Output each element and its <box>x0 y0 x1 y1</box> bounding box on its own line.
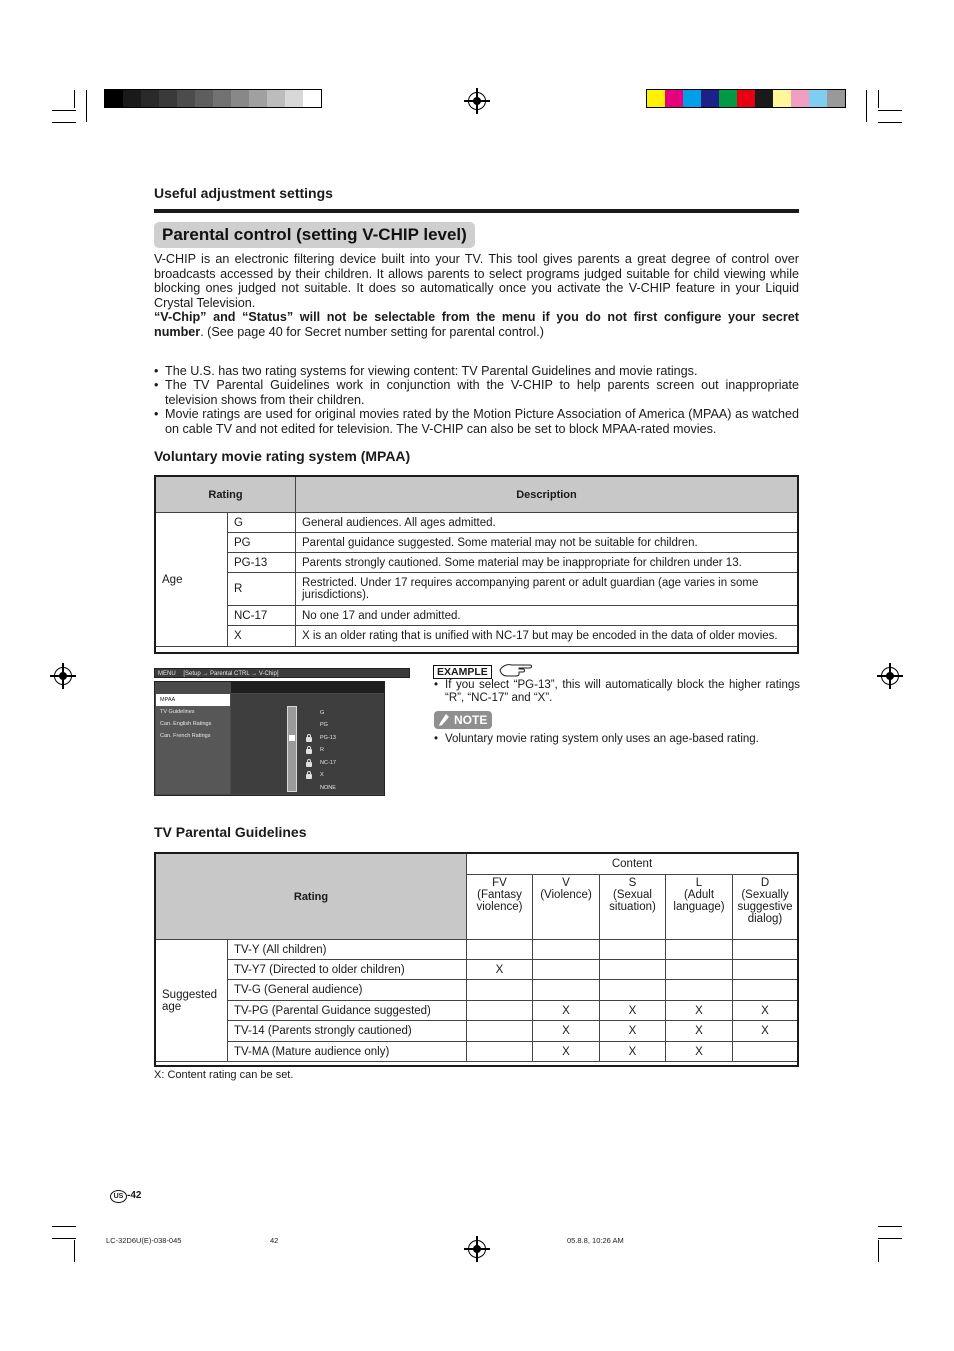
table-cell: Parents strongly cautioned. Some material may be inappropriate for children under 13. <box>296 553 798 573</box>
crop-mark <box>878 90 879 108</box>
crop-mark <box>74 1240 75 1262</box>
table-cell: PG-13 <box>228 553 296 573</box>
page-title: Parental control (setting V-CHIP level) <box>154 222 475 248</box>
intro-paragraph <box>154 252 799 339</box>
table-cell: TV-Y (All children) <box>228 940 467 960</box>
tvpg-col-d: D (Sexually suggestive dialog) <box>733 875 798 940</box>
table-cell: X is an older rating that is unified with NC-17 but may be encoded in the data of older movies. <box>296 626 798 647</box>
header-rule <box>154 209 799 213</box>
crop-mark <box>866 90 867 122</box>
registration-mark-icon <box>468 92 486 110</box>
crop-mark <box>52 122 76 123</box>
osd-item-can-french[interactable]: Can. French Ratings <box>160 733 211 739</box>
calibration-swatch <box>105 90 123 107</box>
crop-mark <box>878 122 902 123</box>
calibration-swatch <box>647 90 665 107</box>
table-cell: TV-G (General audience) <box>228 980 467 1001</box>
table-row <box>156 1021 798 1042</box>
calibration-swatch <box>123 90 141 107</box>
table-cell: X <box>600 1021 666 1042</box>
page-ref: 42 <box>270 1236 279 1245</box>
table-cell: X <box>533 1042 600 1062</box>
table-cell: Parental guidance suggested. Some material may not be suitable for children. <box>296 533 798 553</box>
table-cell: TV-PG (Parental Guidance suggested) <box>228 1001 467 1021</box>
table-row <box>156 960 798 980</box>
table-cell: TV-Y7 (Directed to older children) <box>228 960 467 980</box>
section-heading: Useful adjustment settings <box>154 185 333 201</box>
calibration-swatch <box>683 90 701 107</box>
calibration-swatch <box>791 90 809 107</box>
lock-icon <box>306 774 312 779</box>
table-cell: NC-17 <box>228 606 296 626</box>
table-cell: General audiences. All ages admitted. <box>296 513 798 533</box>
calibration-swatch <box>827 90 845 107</box>
tvpg-col-content: Content <box>467 854 798 875</box>
table-row <box>156 940 798 960</box>
table-cell <box>600 960 666 980</box>
table-cell: X <box>733 1001 798 1021</box>
registration-mark-icon <box>468 1240 486 1258</box>
calibration-swatch <box>231 90 249 107</box>
table-cell <box>666 940 733 960</box>
print-date: 05.8.8, 10:26 AM <box>567 1236 624 1245</box>
table-cell: X <box>467 960 533 980</box>
table-cell: TV-MA (Mature audience only) <box>228 1042 467 1062</box>
table-cell <box>666 980 733 1001</box>
calibration-swatch <box>177 90 195 107</box>
table-cell <box>600 980 666 1001</box>
slider-thumb[interactable] <box>289 735 295 741</box>
tvpg-footnote: X: Content rating can be set. <box>154 1069 294 1081</box>
note-tag <box>434 711 492 729</box>
list-item: • The TV Parental Guidelines work in conjunction with the V-CHIP to help parents screen out inappropriate television shows from their children. <box>154 378 799 407</box>
mpaa-col-description: Description <box>296 477 798 513</box>
list-item: • Voluntary movie rating system only uses an age-based rating. <box>434 733 800 746</box>
doc-code: LC-32D6U(E)-038-045 <box>106 1236 182 1245</box>
note-text <box>434 733 800 746</box>
osd-menu-bar <box>154 668 410 678</box>
lock-icon <box>306 749 312 754</box>
note-label: NOTE <box>454 713 488 727</box>
table-cell <box>733 940 798 960</box>
list-item: • If you select “PG-13”, this will automatically block the higher ratings “R”, “NC-17” and “X”. <box>434 679 800 705</box>
example-tag: EXAMPLE <box>433 665 492 679</box>
osd-level-panel <box>231 694 384 794</box>
table-cell <box>666 960 733 980</box>
table-cell: X <box>733 1021 798 1042</box>
osd-path: [Setup → Parental CTRL → V-Chip] <box>183 671 279 677</box>
table-cell <box>600 940 666 960</box>
color-calibration-bar <box>646 89 846 108</box>
crop-mark <box>878 1226 902 1227</box>
crop-mark <box>74 90 75 108</box>
calibration-swatch <box>773 90 791 107</box>
tvpg-col-l: L (Adult language) <box>666 875 733 940</box>
region-badge: US <box>110 1190 127 1203</box>
tvpg-col-fv: FV (Fantasy violence) <box>467 875 533 940</box>
crop-mark <box>878 1238 902 1239</box>
calibration-swatch <box>249 90 267 107</box>
crop-mark <box>52 1226 76 1227</box>
osd-level-pg[interactable]: PG <box>320 722 328 728</box>
calibration-swatch <box>701 90 719 107</box>
calibration-swatch <box>195 90 213 107</box>
table-cell <box>467 1042 533 1062</box>
bullet-list <box>154 364 799 436</box>
osd-header-strip <box>231 682 384 693</box>
table-row <box>156 1001 798 1021</box>
registration-mark-icon <box>54 667 72 685</box>
osd-item-can-english[interactable]: Can. English Ratings <box>160 721 212 727</box>
table-cell <box>467 1021 533 1042</box>
calibration-swatch <box>303 90 321 107</box>
tvpg-heading: TV Parental Guidelines <box>154 824 307 840</box>
warning-rest: . (See page 40 for Secret number setting for parental control.) <box>200 324 544 339</box>
osd-category-list <box>156 694 230 794</box>
list-item: • Movie ratings are used for original movies rated by the Motion Picture Association of America (MPAA) as watched on cable TV and not edited for television. The V-CHIP can also be set to block MPAA-rated movies. <box>154 407 799 436</box>
table-cell <box>467 940 533 960</box>
crop-mark <box>52 110 76 111</box>
table-cell: X <box>533 1021 600 1042</box>
tvpg-col-s: S (Sexual situation) <box>600 875 666 940</box>
table-cell: R <box>228 573 296 606</box>
crop-mark <box>878 1240 879 1262</box>
list-item: • The U.S. has two rating systems for viewing content: TV Parental Guidelines and movie ratings. <box>154 364 799 378</box>
tvpg-col-v: V (Violence) <box>533 875 600 940</box>
calibration-swatch <box>809 90 827 107</box>
table-cell: TV-14 (Parents strongly cautioned) <box>228 1021 467 1042</box>
table-cell <box>533 980 600 1001</box>
lock-icon <box>306 737 312 742</box>
table-cell: X <box>666 1021 733 1042</box>
table-cell <box>733 960 798 980</box>
table-cell <box>467 980 533 1001</box>
example-text <box>434 679 800 705</box>
mpaa-group-label: Age <box>156 513 228 647</box>
tvpg-col-rating: Rating <box>156 854 467 940</box>
calibration-swatch <box>665 90 683 107</box>
calibration-swatch <box>285 90 303 107</box>
osd-level-none[interactable]: NONE <box>320 785 336 791</box>
tvpg-group-label: Suggested age <box>156 940 228 1062</box>
mpaa-table <box>155 476 798 647</box>
table-cell: PG <box>228 533 296 553</box>
table-cell <box>733 1042 798 1062</box>
page-number: -42 <box>127 1190 142 1201</box>
calibration-swatch <box>267 90 285 107</box>
tvpg-table <box>155 853 798 1062</box>
intro-text: V-CHIP is an electronic filtering device built into your TV. This tool gives parents a great degree of control over broadcasts accessed by their children. It allows parents to select programs judged suitable for child viewing while blocking ones judged not suitable. It does so automatically once you activate the V-CHIP feature in your Liquid Crystal Television. <box>154 252 799 310</box>
osd-level-pg13[interactable]: PG-13 <box>320 735 336 741</box>
osd-menu-label: MENU <box>158 671 176 677</box>
table-cell <box>533 940 600 960</box>
registration-mark-icon <box>881 667 899 685</box>
calibration-swatch <box>737 90 755 107</box>
crop-mark <box>52 1238 76 1239</box>
table-row <box>156 980 798 1001</box>
table-cell <box>467 1001 533 1021</box>
table-cell: X <box>600 1042 666 1062</box>
osd-item-tv-guidelines[interactable]: TV Guidelines <box>160 709 195 715</box>
osd-level-nc17[interactable]: NC-17 <box>320 760 336 766</box>
table-cell <box>733 980 798 1001</box>
calibration-swatch <box>213 90 231 107</box>
warning-bold: “V-Chip” and “Status” will not be selectable from the menu if you do not first configure your secret number <box>154 310 799 339</box>
calibration-swatch <box>755 90 773 107</box>
pencil-icon <box>439 714 449 726</box>
table-cell: No one 17 and under admitted. <box>296 606 798 626</box>
table-row <box>156 1042 798 1062</box>
osd-level-g[interactable]: G <box>320 710 325 716</box>
mpaa-heading: Voluntary movie rating system (MPAA) <box>154 448 411 464</box>
table-cell: G <box>228 513 296 533</box>
osd-level-r[interactable]: R <box>320 747 324 753</box>
osd-item-mpaa[interactable]: MPAA <box>156 694 230 706</box>
table-cell: X <box>533 1001 600 1021</box>
table-cell: X <box>228 626 296 647</box>
table-cell: Restricted. Under 17 requires accompanying parent or adult guardian (age varies in some jurisdictions). <box>296 573 798 606</box>
pointing-hand-icon <box>499 661 533 677</box>
table-cell: X <box>666 1042 733 1062</box>
mpaa-col-rating: Rating <box>156 477 296 513</box>
table-cell: X <box>600 1001 666 1021</box>
osd-level-x[interactable]: X <box>320 772 324 778</box>
grayscale-calibration-bar <box>104 89 322 108</box>
table-cell: X <box>666 1001 733 1021</box>
table-cell <box>533 960 600 980</box>
calibration-swatch <box>159 90 177 107</box>
crop-mark <box>878 110 902 111</box>
lock-icon <box>306 762 312 767</box>
calibration-swatch <box>141 90 159 107</box>
calibration-swatch <box>719 90 737 107</box>
crop-mark <box>86 90 87 122</box>
rating-level-slider[interactable] <box>287 706 297 792</box>
